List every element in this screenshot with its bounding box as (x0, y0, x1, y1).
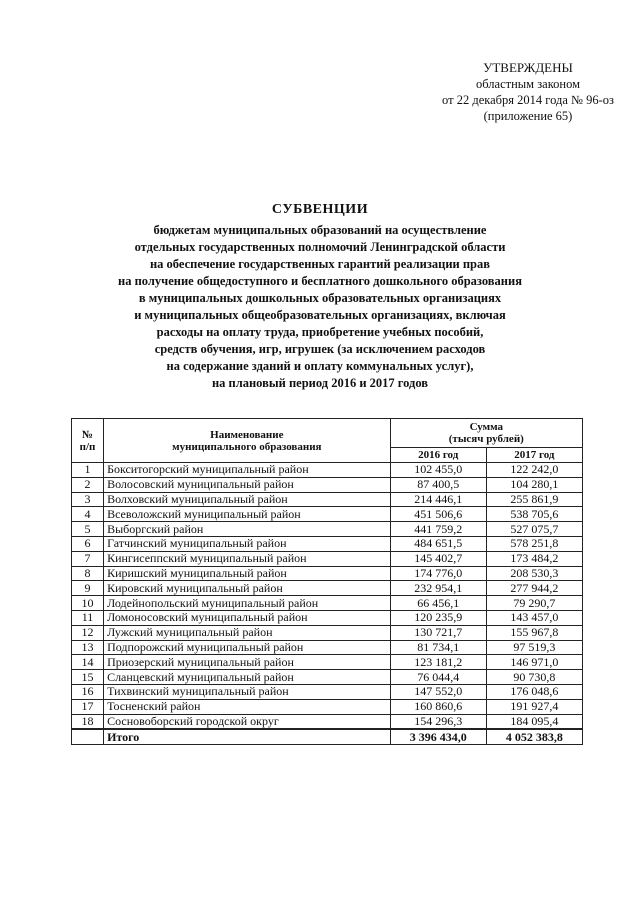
total-row (72, 729, 583, 744)
row-name: Бокситогорский муниципальный район (104, 463, 391, 478)
row-2016: 123 181,2 (390, 655, 486, 670)
table-row (72, 492, 583, 507)
row-name: Подпорожский муниципальный район (104, 640, 391, 655)
header-sum-line2: (тысяч рублей) (448, 433, 524, 445)
subtitle-line: в муниципальных дошкольных образовательных организациях (138, 291, 502, 305)
row-2016: 451 506,6 (390, 507, 486, 522)
total-2017: 4 052 383,8 (486, 729, 582, 744)
subtitle-line: на обеспечение государственных гарантий реализации прав (149, 257, 491, 271)
row-2017: 146 971,0 (486, 655, 582, 670)
table-row (72, 714, 583, 729)
subtitle-line: на получение общедоступного и бесплатного дошкольного образования (118, 274, 522, 288)
document-title: СУБВЕНЦИИ (271, 202, 369, 217)
row-2016: 154 296,3 (390, 714, 486, 729)
table-row (72, 536, 583, 551)
row-2016: 130 721,7 (390, 625, 486, 640)
row-name: Кировский муниципальный район (104, 581, 391, 596)
table-row (72, 610, 583, 625)
row-2016: 160 860,6 (390, 699, 486, 714)
row-number: 16 (72, 684, 104, 699)
row-2017: 143 457,0 (486, 610, 582, 625)
subtitle-line: бюджетам муниципальных образований на осуществление (153, 223, 487, 237)
row-2016: 76 044,4 (390, 670, 486, 685)
row-2017: 90 730,8 (486, 670, 582, 685)
row-2016: 66 456,1 (390, 596, 486, 611)
total-label: Итого (104, 729, 391, 744)
header-number-line2: п/п (79, 440, 96, 453)
table-row (72, 684, 583, 699)
row-number: 3 (72, 492, 104, 507)
table-row (72, 551, 583, 566)
row-2016: 214 446,1 (390, 492, 486, 507)
header-name-line2: муниципального образования (172, 440, 322, 453)
subtitle-line: средств обучения, игр, игрушек (за исключением расходов (154, 342, 486, 356)
header-sum (390, 419, 582, 448)
approval-stamp (428, 60, 628, 124)
row-name: Гатчинский муниципальный район (104, 536, 391, 551)
row-2016: 102 455,0 (390, 463, 486, 478)
subtitle-line: отдельных государственных полномочий Ленинградской области (134, 240, 506, 254)
row-2016: 484 651,5 (390, 536, 486, 551)
row-name: Приозерский муниципальный район (104, 655, 391, 670)
row-number: 9 (72, 581, 104, 596)
row-2017: 184 095,4 (486, 714, 582, 729)
table-row (72, 566, 583, 581)
row-2017: 79 290,7 (486, 596, 582, 611)
row-number: 17 (72, 699, 104, 714)
subtitle-line: расходы на оплату труда, приобретение учебных пособий, (156, 325, 484, 339)
row-number: 18 (72, 714, 104, 729)
row-2017: 578 251,8 (486, 536, 582, 551)
row-2016: 87 400,5 (390, 477, 486, 492)
row-number: 6 (72, 536, 104, 551)
table-row (72, 625, 583, 640)
document-subtitle (60, 222, 580, 392)
row-2017: 208 530,3 (486, 566, 582, 581)
table-row (72, 670, 583, 685)
row-2017: 255 861,9 (486, 492, 582, 507)
table-row (72, 596, 583, 611)
row-number: 1 (72, 463, 104, 478)
row-2017: 191 927,4 (486, 699, 582, 714)
row-2017: 104 280,1 (486, 477, 582, 492)
row-number: 2 (72, 477, 104, 492)
row-number: 12 (72, 625, 104, 640)
total-number (72, 729, 104, 744)
subsidies-table (71, 418, 583, 745)
row-name: Волосовский муниципальный район (104, 477, 391, 492)
subtitle-line: на содержание зданий и оплату коммунальных услуг), (166, 359, 474, 373)
row-name: Киришский муниципальный район (104, 566, 391, 581)
header-name (104, 419, 391, 463)
header-sum-line1: Сумма (469, 421, 504, 433)
row-name: Сосновоборский городской округ (104, 714, 391, 729)
row-2017: 176 048,6 (486, 684, 582, 699)
row-2016: 120 235,9 (390, 610, 486, 625)
total-2016: 3 396 434,0 (390, 729, 486, 744)
row-2017: 527 075,7 (486, 522, 582, 537)
row-number: 15 (72, 670, 104, 685)
row-number: 4 (72, 507, 104, 522)
table-row (72, 522, 583, 537)
row-number: 10 (72, 596, 104, 611)
row-name: Лодейнопольский муниципальный район (104, 596, 391, 611)
row-number: 8 (72, 566, 104, 581)
table-row (72, 507, 583, 522)
row-number: 14 (72, 655, 104, 670)
row-2017: 173 484,2 (486, 551, 582, 566)
row-2016: 147 552,0 (390, 684, 486, 699)
header-2017: 2017 год (486, 448, 582, 463)
header-number (72, 419, 104, 463)
table-row (72, 655, 583, 670)
row-2017: 538 705,6 (486, 507, 582, 522)
row-name: Всеволожский муниципальный район (104, 507, 391, 522)
approval-line-1: областным законом (475, 77, 580, 91)
row-2017: 155 967,8 (486, 625, 582, 640)
row-2016: 441 759,2 (390, 522, 486, 537)
approval-heading: УТВЕРЖДЕНЫ (483, 60, 573, 75)
row-number: 5 (72, 522, 104, 537)
row-2017: 122 242,0 (486, 463, 582, 478)
row-2016: 81 734,1 (390, 640, 486, 655)
row-2016: 174 776,0 (390, 566, 486, 581)
row-2016: 232 954,1 (390, 581, 486, 596)
row-name: Ломоносовский муниципальный район (104, 610, 391, 625)
table-row (72, 477, 583, 492)
row-2017: 277 944,2 (486, 581, 582, 596)
row-name: Кингисеппский муниципальный район (104, 551, 391, 566)
row-name: Тихвинский муниципальный район (104, 684, 391, 699)
table-row (72, 699, 583, 714)
row-number: 13 (72, 640, 104, 655)
row-name: Волховский муниципальный район (104, 492, 391, 507)
subtitle-line: на плановый период 2016 и 2017 годов (211, 376, 429, 390)
row-name: Сланцевский муниципальный район (104, 670, 391, 685)
row-2017: 97 519,3 (486, 640, 582, 655)
row-2016: 145 402,7 (390, 551, 486, 566)
row-number: 7 (72, 551, 104, 566)
table-row (72, 463, 583, 478)
header-2016: 2016 год (390, 448, 486, 463)
row-name: Лужский муниципальный район (104, 625, 391, 640)
row-number: 11 (72, 610, 104, 625)
approval-line-2: от 22 декабря 2014 года № 96-оз (442, 93, 614, 107)
approval-line-3: (приложение 65) (483, 109, 573, 123)
row-name: Выборгский район (104, 522, 391, 537)
row-name: Тосненский район (104, 699, 391, 714)
subtitle-line: и муниципальных общеобразовательных организациях, включая (134, 308, 506, 322)
header-number-line1: № (82, 428, 94, 441)
table-row (72, 640, 583, 655)
table-row (72, 581, 583, 596)
header-name-line1: Наименование (210, 428, 284, 441)
